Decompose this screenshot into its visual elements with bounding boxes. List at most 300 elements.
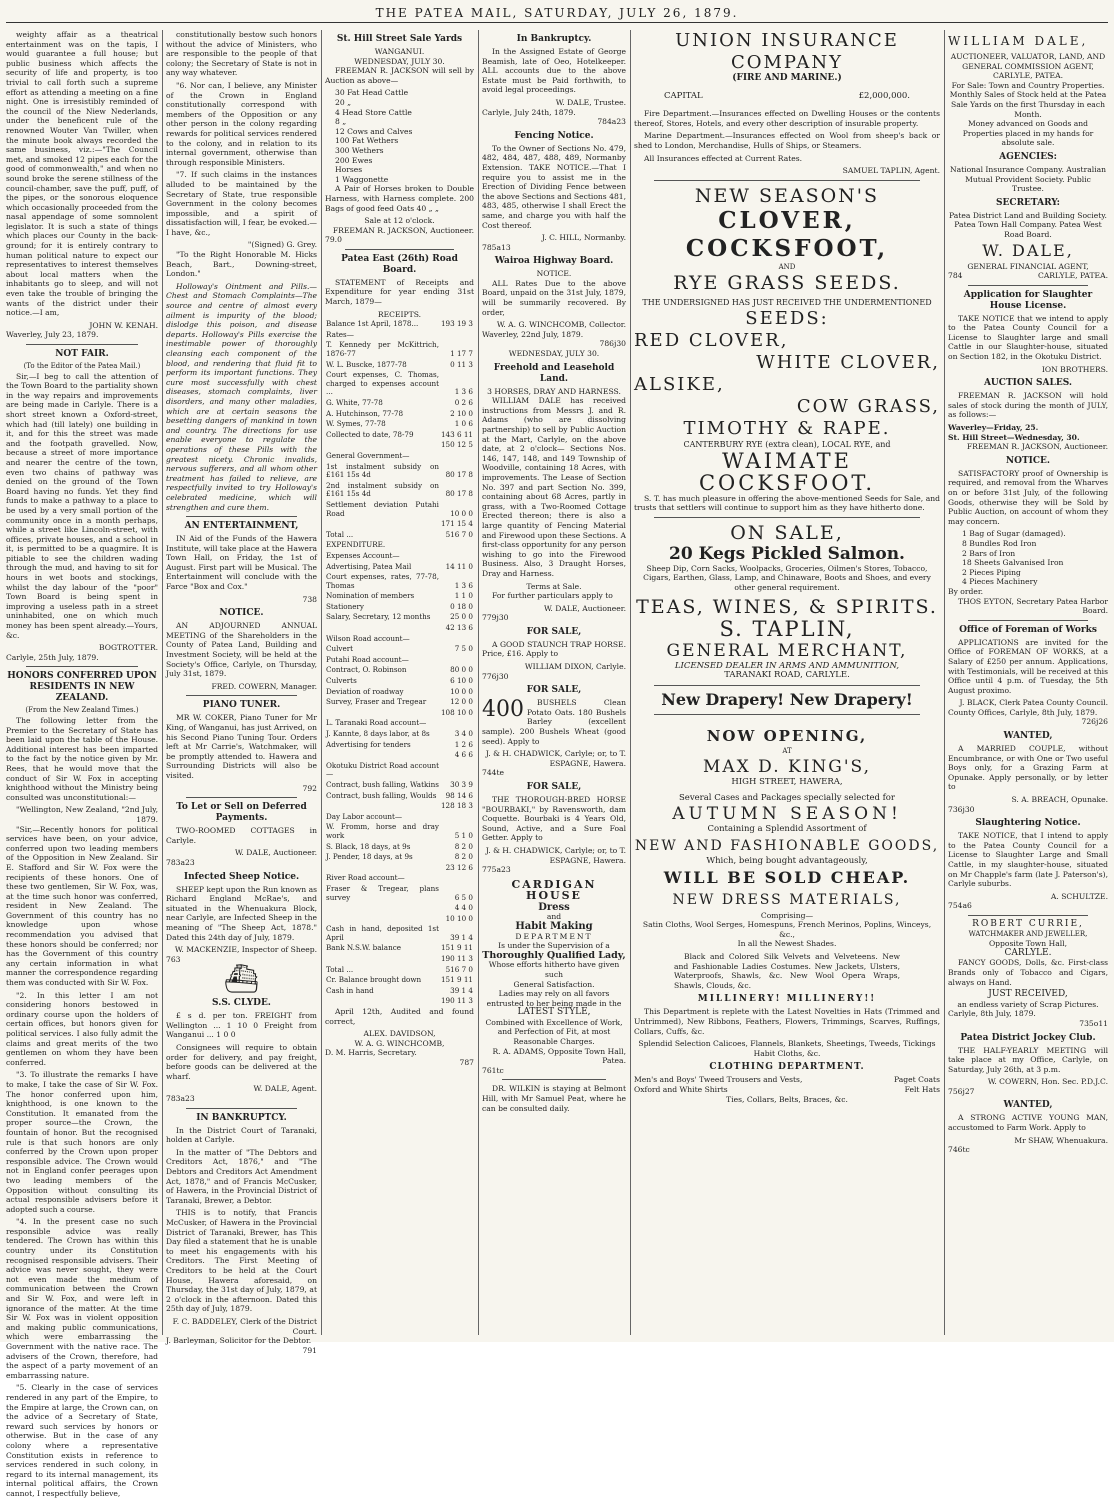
table-cell-label: L. Taranaki Road account— [326,718,427,728]
ad-signature: W. A. G. WINCHCOMB, Collector. [496,320,626,330]
ad-headline: New Drapery! New Drapery! [661,689,913,709]
column-6 [948,30,1108,1335]
ad-title: FOR SALE, [526,685,582,696]
ad-signature: ALEX. DAVIDSON, [363,1029,436,1039]
stock-item: 8 „ [335,117,347,127]
table-cell-amount [440,718,474,729]
ad-title: Slaughtering Notice. [975,818,1081,829]
ad-headline: NOW OPENING, [706,726,868,745]
table-cell-label: W. Symes, 77-78 [326,419,386,429]
ad-body: THE HALF-YEARLY MEETING will take place at my Office, Carlyle, on Saturday, July 26th, at 3 p.m. [948,1045,1108,1074]
table-cell-amount: 1 3 6 [454,580,473,590]
ad-body: Fire Department.—Insurances effected on Dwelling Houses or the contents thereof, Stores, Hotels, and every other description of insurable property. [634,109,940,128]
ad-title: NOTICE. [1005,455,1051,466]
ad-title: Patea East (26th) Road Board. [341,253,458,275]
table-cell-label [325,903,440,914]
table-row [325,562,474,573]
table-row [325,943,474,954]
stock-item: 300 Wethers [335,145,384,155]
table-cell-amount: 1 17 7 [450,349,473,359]
table-cell-amount: 12 0 0 [450,697,473,707]
ad-line: Waverley—Friday, 25. [948,423,1039,433]
table-cell-amount: 2 10 0 [450,408,473,418]
table-row [325,330,474,341]
stock-item: Horses [335,165,363,175]
ad-line: CARLYLE, PATEA. [1038,271,1108,281]
table-cell-label: T. Kennedy per McKittrich, 1876-77 [326,340,439,359]
table-row [325,419,474,430]
goods-list [948,529,1108,587]
table-cell-amount: 5 1 0 [454,830,473,840]
letter-body: Sir,—I beg to call the attention of the Town Board to the partiality shown in the way repairs and improvements are being made in Carlyle. There is a short street known a Oxford-street, which had (till lately) one building in it, and for this the street was made and the footpath gravelled. Now, because a street of more importance and nearer the centre of the town, even two chains of pathway was denied on the ground of the Town Board having no funds. Yet they find funds to make a pathway to a place to be used by a very small portion of the community once in a month perhaps, while a street like Lincoln-street, with offices, private houses, and a school in it, is permitted to be a quagmire. It is pitiable to see the children wading through the mud, and having to sit for hours in wet boots and stockings, whilst the day labour of the "poor" Town Board is being spent in improving a useless path in a street uninhabited, one on which much money has been spent already.—Yours, &c. [6,371,158,640]
ad-body: FANCY GOODS, Dolls, &c. First-class Brands only of Tobacco and Cigars, always on Hand. [948,958,1108,987]
table-cell-label: Advertising, Patea Mail [326,561,412,571]
table-cell-amount [440,812,474,823]
ad-body: MR W. COKER, Piano Tuner for Mr King, of Wanganui, has just Arrived, on his Second Piano Tuning Tour. Orders left at Mr Carrie's, Watchmaker, will be promptly attended to. Hawera and Surrounding Districts will also be visited. [166,713,317,780]
ad-line: Several Cases and Packages specially selected for [678,792,895,803]
ad-number: 783a23 [166,1094,195,1104]
table-cell-label: Okotuku District Road account— [326,760,439,779]
ad-headline: CLOVER, COCKSFOOT, [685,206,889,262]
stock-item: 30 Fat Head Cattle [335,88,409,98]
table-row [325,612,474,623]
ad-signature: F. C. BADDELEY, Clerk of the District Court. [172,1316,317,1336]
ad-body: This Department is replete with the Latest Novelties in Hats (Trimmed and Untrimmed), New Ribbons, Feathers, Flowers, Trimmings, Scarves, Ruffings, Collars, Cuffs, &c. [634,1007,940,1036]
ad-body: THE THOROUGH-BRED HORSE "BOURBAKI," by Ravensworth, dam Coquette. Bourbaki is 4 Years Old, Sound, Active, and a Sure Foal Getter. Apply to [482,795,626,843]
steamship-icon: ⛴ [223,962,260,996]
table-cell-label: Settlement deviation Putahi Road [326,499,439,518]
column-4 [482,30,626,1335]
ad-secretary: D. M. Harris, Secretary. [325,1048,417,1058]
table-cell-amount: 98 14 6 [445,790,473,800]
ad-line: Money advanced on Goods and Properties placed in my hands for absolute sale. [962,119,1094,148]
table-cell-amount [440,540,474,551]
table-cell-amount: 0 11 3 [450,359,473,369]
clothing-item: Ties, Collars, Belts, Braces, &c. [726,1094,848,1104]
ad-line: Thoroughly Qualified Lady, [482,949,626,961]
ad-body: S. T. has much pleasure in offering the above-mentioned Seeds for Sale, and trusts that settlers will continue to support him as they have hitherto done. [634,493,940,513]
table-cell-amount: 42 13 6 [445,623,473,633]
ad-body: To the Owner of Sections No. 479, 482, 484, 487, 488, 489, Normanby Extension. TAKE NOTICE.—That I require you to assist me in the Erection of Dividing Fence between the above Sections and Sections 481, 483, 485, otherwise I shall Erect the same, and charge you with half the Cost thereof. [482,143,627,230]
ad-body: £ s d. per ton. FREIGHT from Wellington ... 1 10 0 Freight from Wanganui ... 1 0 0 [166,1011,317,1040]
table-cell-label [325,750,440,761]
table-cell-label: Cash in hand [326,985,374,995]
ad-line: County Offices, Carlyle, 8th July, 1879. [948,707,1098,717]
table-cell-label: Salary, Secretary, 12 months [326,612,431,622]
table-cell-label: Total ... [326,964,354,974]
table-cell-label: Culvert [326,644,354,654]
ad-title: Application for Slaughter House License. [963,289,1093,311]
ad-title: NOTICE. [219,608,264,619]
table-row [325,801,474,812]
ad-body: In the Assigned Estate of George Beamish, late of Oeo, Hotelkeeper. ALL accounts due to the above Estate must be Paid forthwith, to avoid legal proceedings. [482,47,626,95]
table-cell-label: Court expenses, C. Thomas, charged to expenses account ... [326,370,439,397]
ad-number: 791 [302,1345,317,1355]
table-cell-amount: 0 2 6 [454,398,473,407]
ad-number: 779j30 [482,613,509,623]
ad-line: Comprising— [760,910,814,920]
ad-terms: Terms at Sale. [526,581,582,591]
ad-number: 787 [459,1058,474,1067]
ad-number: 735o11 [1079,1018,1108,1028]
table-cell-amount: 80 17 8 [445,470,473,480]
letter-date: Carlyle, 25th July, 1879. [6,652,99,662]
table-row [325,884,474,903]
table-cell-label [325,954,440,965]
table-row [325,718,474,729]
table-row [325,665,474,676]
table-cell-amount: 190 11 3 [440,996,473,1006]
ad-title: FOR SALE, [526,626,582,637]
ad-number: 79.0 [325,235,342,245]
table-row [325,708,474,719]
table-cell-amount: 151 9 11 [440,975,473,985]
ad-line: CARLYLE. [1004,947,1052,958]
table-cell-label [325,519,440,530]
table-cell-label: Contract, O. Robinson [326,665,407,675]
table-row [325,602,474,613]
ad-subtitle: NOTICE. [536,269,572,279]
table-cell-label: EXPENDITURE. [326,540,386,550]
ad-line: National Insurance Company. Australian Mutual Provident Society. Public Trustee. [949,164,1107,194]
ad-body: APPLICATIONS are invited for the Office of FOREMAN OF WORKS, at a Salary of £250 per annum. Applications, with Testimonials, will be received at this Office until 4 p.m. of Tuesday, the 5th August proximo. [948,637,1108,695]
table-cell-label: Wilson Road account— [326,633,410,643]
seed-line: TIMOTHY & RAPE. [683,417,891,439]
separator [345,249,454,250]
ad-number: 775a23 [482,865,511,875]
ad-body: DR. WILKIN is staying at Belmont Hill, with Mr Samuel Peat, where he can be consulted daily. [482,1084,626,1113]
ad-body: For further particulars apply to [492,591,613,601]
table-cell-label [325,914,440,925]
ad-line: Monthly Sales of Stock held at the Patea Sale Yards on the first Thursday in each Month. [949,90,1107,119]
table-cell-label: A. Hutchinson, 77-78 [326,408,404,418]
ad-headline: WAIMATE COCKSFOOT. [698,448,876,495]
ad-signature: R. A. ADAMS, Opposite Town Hall, Patea. [492,1046,626,1066]
ad-line: AT [782,746,792,755]
ad-line: CANTERBURY RYE (extra clean), LOCAL RYE, and [683,439,891,449]
table-cell-label: Stationery [326,601,364,611]
column-divider [478,30,479,1335]
ad-date: WEDNESDAY, JULY 30. [508,349,600,359]
table-row [325,842,474,853]
table-cell-amount: 516 7 0 [445,964,473,974]
table-cell-label: Putahi Road account— [326,654,409,664]
ad-headline: WILLIAM DALE, [948,34,1089,48]
separator [26,344,138,345]
ad-date: WEDNESDAY, JULY 30. [354,56,445,66]
table-cell-amount: 6 10 0 [450,676,473,686]
column-divider [944,30,945,1335]
ad-headline: NEW AND FASHIONABLE GOODS, [634,838,940,855]
article-body: "3. To illustrate the remarks I have to make, I take the case of Sir W. Fox. The honor conferred upon him, knighthood, is one known to the Constitution. It emanated from the proper source—the Crown, the fountain of honor. But the recognised rule is that such honors are only conferred by the Crown upon proper responsible advice. The Crown would not in England confer peerages upon two leading members of the Opposition without consulting its actual responsible advisers before it adopted such a course. [6,1070,158,1214]
separator [654,714,920,715]
table-cell-label: General Government— [326,450,410,460]
ad-date: Carlyle, July 24th, 1879. [482,107,576,117]
article-title: HONORS CONFERRED UPON RESIDENTS IN NEW ZEALAND. [7,671,157,704]
goods-item: 1 Bag of Sugar (damaged). [962,529,1066,539]
ad-body: STATEMENT of Receipts and Expenditure for year ending 31st March, 1879— [325,277,474,307]
ad-line: Which, being bought advantageously, [706,856,868,867]
stock-item: 20 „ [335,97,352,107]
ad-body: Consignees will require to obtain order for delivery, and pay freight, before goods can be delivered at the wharf. [166,1043,317,1081]
ad-number: 754a6 [948,901,972,911]
table-cell-amount: 516 7 0 [445,529,473,539]
table-cell-label: Expenses Account— [326,550,400,560]
table-row [325,500,474,519]
table-cell-amount [440,330,474,341]
ad-signature: SAMUEL TAPLIN, Agent. [842,166,940,176]
column-1 [6,30,158,1498]
table-cell-amount: 143 6 11 [440,429,473,439]
table-cell-label: River Road account— [326,873,405,883]
ad-title: FOR SALE, [526,782,582,792]
table-cell-amount: 193 19 3 [440,319,473,329]
table-cell-amount: 10 0 0 [450,508,473,518]
ad-headline: ON SALE, [730,521,844,544]
ad-body: A Pair of Horses broken to Double Harness, with Harness complete. 200 Bags of good feed Oats 40 „ „ [325,184,474,213]
ad-signature: ION BROTHERS. [1041,364,1108,374]
table-cell-amount: 4 6 6 [454,750,473,760]
clothing-item: Paget Coats [894,1075,940,1085]
article-signature: "(Signed) G. Grey. [247,240,317,250]
table-cell-label: Total ... [326,529,354,539]
ad-body: TWO-ROOMED COTTAGES in Carlyle. [166,826,317,845]
table-row [325,996,474,1007]
ad-number: 792 [302,783,317,793]
table-cell-label: Culverts [326,676,357,686]
ad-headline: NEW DRESS MATERIALS, [672,891,902,908]
holloway-ad: Holloway's Ointment and Pills.—Chest and Stomach Complaints—The source and centre of almost every ailment is impurity of the blood; dislodge this poison, and disease departs. Holloway's Pills exercise the inestimable power of thoroughly cleansing each component of the blood, and rendering that fluid fit to perform its important functions. They cure most successfully with chest diseases, stomach complaints, liver disorders, and many other maladies, which are at certain seasons the besetting dangers of mankind in town and country. The directions for use enable everyone to regulate the operations of these Pills with the greatest nicety. Chronic invalids, nervous sufferers, and all whom other treatment has failed to relieve, are respectfully invited to try Holloway's celebrated medicine, which will strengthen and cure them. [166,281,317,512]
table-row [325,519,474,530]
table-cell-amount: 6 5 0 [454,892,473,902]
ad-title: Office of Foreman of Works [959,624,1097,635]
ad-line: Containing a Splendid Assortment of [707,824,867,835]
letter-signature: JOHN W. KENAH. [89,320,158,330]
table-cell-amount [440,551,474,562]
ad-body: AN ADJOURNED ANNUAL MEETING of the Shareholders in the County of Patea Land, Building and Investment Society, will be held at the Society's Office, Carlyle, on Thursday, July 31st, 1879. [166,621,317,679]
ad-number: 785a13 [482,242,511,252]
ad-date: Waverley, 22nd July, 1879. [482,329,584,339]
ad-line: WATCHMAKER AND JEWELLER, [968,929,1088,938]
table-cell-label: S. Black, 18 days, at 9s [326,841,411,851]
ad-body: WILLIAM DALE has received instructions from Messrs J. and R. Adams (who are dissolving partnership) to sell by Public Auction at the Mart, Carlyle, on the above date, at 2 o'clock— Sections Nos. 146, 147, 148, and 149 Township of Woodville, containing 18 Acres, with improvements. The Lease of Section No. 397 and part Section No. 399, containing about 68 Acres, partly in grass, with a Two-Roomed Cottage Erected thereon; there is also a large quantity of Fencing Material and Firewood upon these Sections. A first-class opportunity for any person wishing to go into the Firewood Business. Also, 3 Draught Horses, Dray and Harness. [482,396,626,578]
stock-list [325,88,474,184]
ad-line: JUST RECEIVED, [988,989,1068,1000]
ad-body: Sheep Dip, Corn Sacks, Woolpacks, Groceries, Oilmen's Stores, Tobacco, Cigars, Earthen, Glass, Lamp, and Chinaware, Boots and Shoes, and every other general requirement. [643,563,931,592]
table-cell-label: Cr. Balance brought down [326,975,422,985]
table-cell-amount: 39 1 4 [450,985,473,995]
table-cell-amount: 1 1 0 [454,591,473,601]
separator [968,915,1088,916]
ad-signature: S. A. BREACH, Opunake. [1011,795,1108,805]
ad-title: WANTED, [1003,1100,1053,1111]
ad-title: To Let or Sell on Deferred Payments. [176,802,307,824]
article-body: "2. In this letter I am not considering honors bestowed in ordinary course upon the holders of certain offices, but honors given for political services. I also fully admit the claims and great merits of the two gentlemen on whom they have been conferred. [6,990,158,1067]
ad-number: 784a23 [597,117,626,127]
ad-signature: A. SCHULTZE. [1050,891,1108,901]
ad-line: Habit Making [515,920,593,932]
table-row [325,360,474,371]
ad-signature: J. & H. CHADWICK, Carlyle; or, to T. ESPAGNE, Hawera. [485,749,626,768]
article-dateline: "Wellington, New Zealand, "2nd July, 1879. [16,805,158,824]
table-row [325,634,474,645]
ad-line: In all the Newest Shades. [737,939,837,949]
ad-body: Black and Colored Silk Velvets and Velveteens. New and Fashionable Ladies Costumes. New Jackets, Ulsters, Waterproofs, Shawls, &c. New Wool Opera Wraps, Shawls, Clouds, &c. [674,952,900,990]
table-row [325,430,474,441]
ad-title: CARDIGAN HOUSE [511,877,597,902]
table-row [325,780,474,791]
table-row [325,852,474,863]
table-row [325,873,474,884]
table-row [325,676,474,687]
table-row [325,822,474,841]
table-cell-label [325,440,440,451]
ad-body: SHEEP kept upon the Run known as Richard England McRae's, and situated in the Whenuakura Block, near Carlyle, are Infected Sheep in the meaning of "The Sheep Act, 1878." Dated this 24th day of July, 1879. [166,884,317,942]
ad-subtitle: AGENCIES: [999,151,1057,162]
table-row [325,729,474,740]
ad-subtitle: SECRETARY: [996,197,1060,208]
ad-headline: GENERAL MERCHANT, [666,640,908,661]
table-cell-amount: 171 15 4 [440,519,473,529]
table-cell-amount: 150 12 5 [440,440,473,450]
ad-body: SATISFACTORY proof of Ownership is required, and removal from the Wharves on or before 31st July, of the following Goods, otherwise they will be Sold by Public Auction, on account of whom they may concern. [948,468,1108,526]
clothing-item: Felt Hats [904,1084,940,1094]
table-cell-label: Survey, Fraser and Tregear [326,697,427,707]
table-row [325,540,474,551]
table-cell-amount: 30 3 9 [450,779,473,789]
clothing-item: Men's and Boys' Tweed Trousers and Vests, [634,1075,803,1085]
article-body: "6. Nor can, I believe, any Minister of the Crown in England constitutionally correspond with members of the Opposition or any other person in the colony regarding rewards for political services rendered to the colony, and in relation to its internal government, otherwise than through responsible Ministers. [166,80,317,167]
table-row [325,975,474,986]
seed-line: ALSIKE, [634,373,725,395]
table-cell-amount: 8 2 0 [454,852,473,862]
table-row [325,398,474,409]
separator [186,797,297,798]
ad-headline: WILL BE SOLD CHEAP. [663,867,911,887]
table-cell-label: Nomination of members [326,591,415,601]
separator [654,517,920,518]
table-cell-amount [440,761,474,780]
table-row [325,340,474,359]
table-cell-amount: 10 0 0 [450,686,473,696]
ad-line [634,1075,940,1085]
stock-item: 200 Ewes [335,155,373,165]
table-cell-label: W. L. Buscke, 1877-78 [326,359,407,369]
ad-title: St. Hill Street Sale Yards [336,34,463,44]
ad-body: THIS is to notify, that Francis McCusker, of Hawera in the Provincial District of Taranaki, Brewer, has This Day filed a statement that he is unable to meet his engagements with his Creditors. The First Meeting of Creditors to be held at the Court House, Hawera aforesaid, on Thursday, the 31st day of July, 1879, at 2 o'clock in the afternoon. Dated this 25th day of July, 1879. [166,1208,317,1314]
ad-number: 761tc [482,1065,504,1075]
column-divider [321,30,322,1335]
ad-signature: J. BLACK, Clerk Patea County Council. [959,698,1108,708]
goods-item: 4 Pieces Machinery [962,577,1038,587]
ad-signature: W. A. G. WINCHCOMB, [354,1038,445,1048]
table-row [325,319,474,330]
ad-headline: RYE GRASS SEEDS. [673,272,901,295]
table-cell-label: Balance 1st April, 1878... [326,319,419,329]
ad-line [634,1085,940,1095]
table-cell-label: Bank N.S.W. balance [326,943,401,953]
table-cell-label: Day Labor account— [326,811,403,821]
article-body: "5. Clearly in the case of services rendered in any part of the Empire, to the Empire at large, the Crown can, on the advice of a Secretary of State, reward such services by honors or otherwise. But in the case of any colony where a representative Constitution exists in reference to services rendered in such colony, in regard to its internal management, its internal political affairs, the Crown cannot, I respectfully believe, [6,1383,158,1498]
table-cell-amount: 3 4 0 [454,729,473,738]
ad-line: THE UNDERSIGNED HAS JUST RECEIVED THE UNDERMENTIONED [642,298,932,308]
ad-line: General Satisfaction. [513,979,595,989]
table-row [325,740,474,751]
table-cell-label [325,996,440,1007]
table-cell-amount [440,451,474,462]
stock-item: 1 Waggonette [335,174,389,184]
ad-line: and [546,912,562,922]
table-cell-amount: 108 10 0 [440,707,473,717]
ad-line: AND [778,262,796,271]
table-row [325,812,474,823]
table-cell-label: Fraser & Tregear, plans survey [326,883,439,902]
ad-title: Freehold and Leasehold Land. [493,362,615,384]
ad-signature: J. & H. CHADWICK, Carlyle; or, to T. ESPAGNE, Hawera. [485,845,626,865]
table-cell-label: 1st instalment subsidy on £161 15s 4d [326,461,439,480]
separator [654,685,920,686]
receipts-heading: RECEIPTS. [377,309,422,319]
ad-title: IN BANKRUPTCY. [196,1112,287,1123]
table-cell-label: Collected to date, 78-79 [326,429,414,439]
ad-body: TAKE NOTICE that we intend to apply to the Patea County Council for a License to Slaughter large and small Cattle in our Slaughter-house, situated on Section 182, in the Okotuku District. [948,313,1108,362]
table-row [325,697,474,708]
table-cell-amount: 14 11 0 [445,561,473,571]
table-cell-amount: 8 2 0 [454,841,473,851]
separator [654,180,920,181]
ad-body: In the matter of "The Debtors and Creditors Act, 1876," and "The Debtors and Creditors Act Amendment Act, 1878," and of Francis McCusker, of Hawera, in the Provincial District of Taranaki, Brewer, a Debtor. [166,1147,317,1205]
ad-headline: S. TAPLIN, [719,616,855,641]
stock-item: 12 Cows and Calves [335,126,413,136]
ad-line: TARANAKI ROAD, CARLYLE. [724,670,850,681]
ad-signature: FRED. COWERN, Manager. [211,681,317,691]
ad-line: For Sale: Town and Country Properties. [951,80,1105,90]
ad-body: TAKE NOTICE, that I intend to apply to the Patea County Council for a License to Slaughter Large and Small Cattle, in my slaughter-house, situated on Mr Chapple's farm (late J. Paterson's), Carlyle suburbs. [948,831,1108,889]
table-cell-amount: 7 5 0 [454,644,473,654]
ad-signature: W. DALE, Auctioneer. [543,603,626,613]
ad-number: 784 [948,271,963,281]
article-body: constitutionally bestow such honors without the advice of Ministers, who are responsible to the people of that colony; the Secretary of State is not in any way whatever. [166,30,317,78]
ad-headline: SEEDS: [745,307,829,329]
table-cell-label: Advertising for tenders [326,739,411,749]
ad-signature: Mr SHAW, Whenuakura. [1014,1135,1108,1145]
ad-body: ALL Rates Due to the above Board, unpaid on the 31st July, 1879, will be summarily recovered. By order, [482,278,626,317]
table-cell-amount: 151 9 11 [440,943,473,953]
table-row [325,761,474,780]
ad-number: 738 [302,594,317,604]
ad-signature: W. COWERN, Hon. Sec. P.D.J.C. [987,1077,1108,1087]
ad-signature: W. DALE, Agent. [253,1084,317,1094]
ad-number: 736j30 [948,804,975,814]
ad-body: A STRONG ACTIVE YOUNG MAN, accustomed to Farm Work. Apply to [948,1113,1108,1133]
table-cell-label [325,708,440,719]
ad-title: Patea District Jockey Club. [960,1032,1096,1043]
ad-body: Marine Department.—Insurances effected on Wool from sheep's back or shed to London, Merchandise, Hulls of Ships, or Steamers. [634,131,940,150]
ad-line: an endless variety of Scrap Pictures. [957,999,1099,1009]
ad-subtitle: (FIRE AND MARINE.) [732,73,842,83]
goods-item: 18 Sheets Galvanised Iron [962,558,1064,568]
table-row [325,903,474,914]
ad-body: FREEMAN R. JACKSON will hold sales of stock during the month of JULY, as follows:— [948,391,1108,420]
ad-line [948,271,1108,281]
ad-title: Infected Sheep Notice. [183,871,300,882]
ad-body: In the District Court of Taranaki, holden at Carlyle. [166,1125,317,1145]
separator [968,285,1088,286]
table-cell-amount: 0 18 0 [450,601,473,611]
table-cell-amount [440,655,474,666]
capital-line [664,92,910,102]
table-cell-label [325,863,440,874]
